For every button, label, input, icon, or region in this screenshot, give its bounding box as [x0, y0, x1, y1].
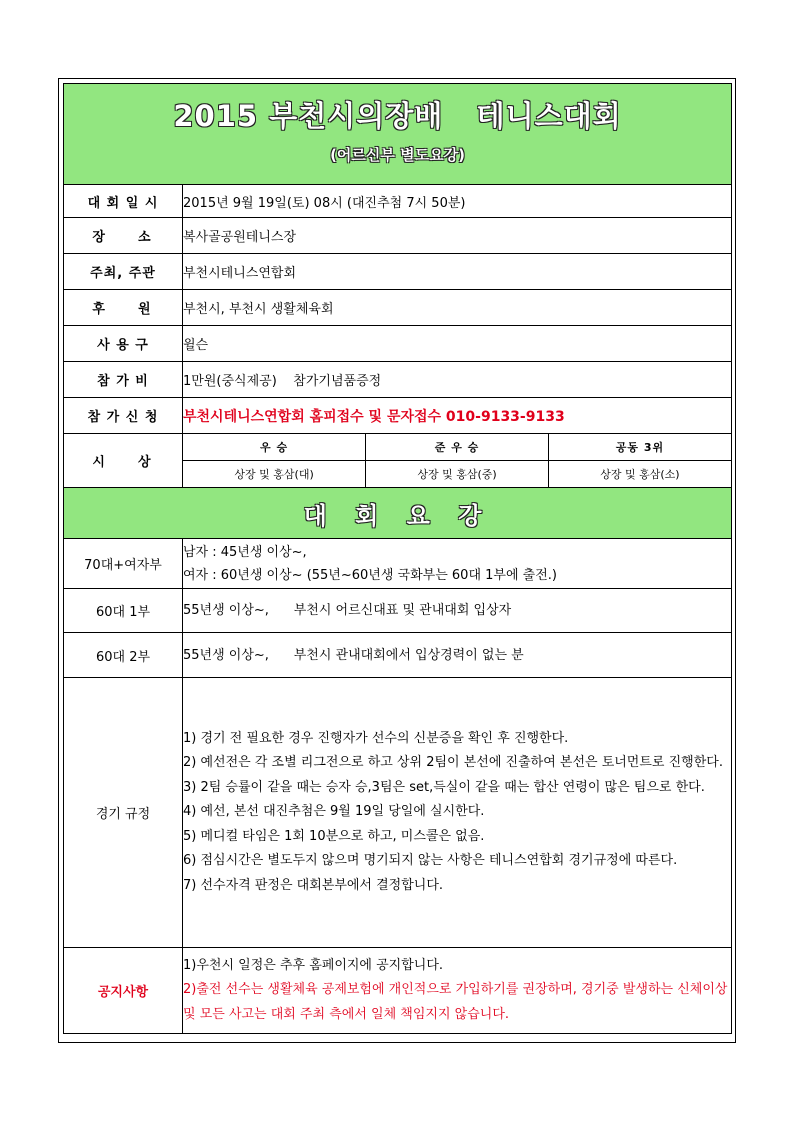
division-label: 70대+여자부: [64, 539, 183, 589]
notices-list: [183, 948, 732, 1034]
division-label: 60대 1부: [64, 589, 183, 633]
info-value: 2015년 9월 19일(토) 08시 (대진추첨 7시 50분): [183, 185, 732, 218]
info-value: 복사골공원테니스장: [183, 218, 732, 254]
prize-value-3rd: 상장 및 홍삼(소): [548, 461, 731, 488]
info-row-fee: [64, 362, 732, 398]
rule-item: 5) 메디컬 타임은 1회 10분으로 하고, 미스콜은 없음.: [183, 828, 485, 844]
division-line: 55년생 이상~, 부천시 관내대회에서 입상경력이 없는 분: [183, 647, 524, 663]
rule-item: 7) 선수자격 판정은 대회본부에서 결정합니다.: [183, 877, 444, 893]
info-row-ball: [64, 326, 732, 362]
prize-cell: [183, 434, 732, 488]
prize-header-2nd: 준 우 승: [366, 434, 549, 461]
info-value: 부천시, 부천시 생활체육회: [183, 290, 732, 326]
notice-item: 1)우천시 일정은 추후 홈페이지에 공지합니다.: [183, 957, 444, 973]
division-line: 55년생 이상~, 부천시 어르신대표 및 관내대회 입상자: [183, 603, 512, 618]
division-value: [183, 589, 732, 633]
info-row-venue: [64, 218, 732, 254]
info-label: 후 원: [64, 290, 183, 326]
prize-value-2nd: 상장 및 홍삼(중): [366, 461, 549, 488]
rules-list: [183, 678, 732, 948]
info-label: 주최, 주관: [64, 254, 183, 290]
prize-table: [183, 434, 731, 487]
info-row-host: [64, 254, 732, 290]
rule-item: 1) 경기 전 필요한 경우 진행자가 선수의 신분증을 확인 후 진행한다.: [183, 730, 569, 746]
notices-row: [64, 948, 732, 1034]
division-value: [183, 539, 732, 589]
title-row: [64, 84, 732, 185]
section-title-row: [64, 488, 732, 539]
prize-header-3rd: 공동 3위: [548, 434, 731, 461]
division-line: 여자 : 60년생 이상~ (55년~60년생 국화부는 60대 1부에 출전.): [183, 567, 557, 583]
info-label: 참 가 비: [64, 362, 183, 398]
section-title: 대 회 요 강: [303, 501, 492, 530]
info-value: 부천시테니스연합회: [183, 254, 732, 290]
info-label: 대 회 일 시: [64, 185, 183, 218]
division-label: 60대 2부: [64, 633, 183, 678]
rule-item: 2) 예선전은 각 조별 리그전으로 하고 상위 2팀이 본선에 진출하여 본선은 토너먼트로 진행한다.: [183, 755, 723, 771]
notices-label: 공지사항: [64, 948, 183, 1034]
info-label: 참 가 신 청: [64, 398, 183, 434]
info-row-apply: [64, 398, 732, 434]
prize-row: [64, 434, 732, 488]
rule-item: 4) 예선, 본선 대진추첨은 9월 19일 당일에 실시한다.: [183, 804, 485, 820]
title-cell: [64, 84, 732, 185]
section-title-cell: [64, 488, 732, 539]
division-row: [64, 633, 732, 678]
rules-label: 경기 규정: [64, 678, 183, 948]
info-value-apply: 부천시테니스연합회 홈피접수 및 문자접수 010-9133-9133: [183, 398, 732, 434]
info-label: 사 용 구: [64, 326, 183, 362]
notice-item-warning: 2)출전 선수는 생활체육 공제보험에 개인적으로 가입하기를 권장하며, 경기중 발생하는 신체이상 및 모든 사고는 대회 주최 측에서 일체 책임지지 않습니다.: [183, 982, 728, 1022]
prize-value-1st: 상장 및 홍삼(대): [234, 468, 314, 481]
division-line: 남자 : 45년생 이상~,: [183, 544, 307, 560]
division-row: [64, 589, 732, 633]
division-value: [183, 633, 732, 678]
tournament-table: [63, 83, 732, 1034]
info-row-date: [64, 185, 732, 218]
info-label: 장 소: [64, 218, 183, 254]
rule-item: 6) 점심시간은 별도두지 않으며 명기되지 않는 사항은 테니스연합회 경기규정에 따른다.: [183, 853, 678, 869]
info-value: 1만원(중식제공) 참가기념품증정: [183, 362, 732, 398]
info-row-sponsor: [64, 290, 732, 326]
prize-label: 시 상: [64, 434, 183, 488]
page-title: 2015 부천시의장배 테니스대회: [173, 99, 622, 133]
page-subtitle: (어르신부 별도요강): [330, 146, 465, 164]
rules-row: [64, 678, 732, 948]
rule-item: 3) 2팀 승률이 같을 때는 승자 승,3팀은 set,득실이 같을 때는 합산 연령이 많은 팀으로 한다.: [183, 779, 705, 795]
prize-header-1st: 우 승: [183, 434, 366, 461]
info-value: 윌슨: [183, 326, 732, 362]
division-row: [64, 539, 732, 589]
